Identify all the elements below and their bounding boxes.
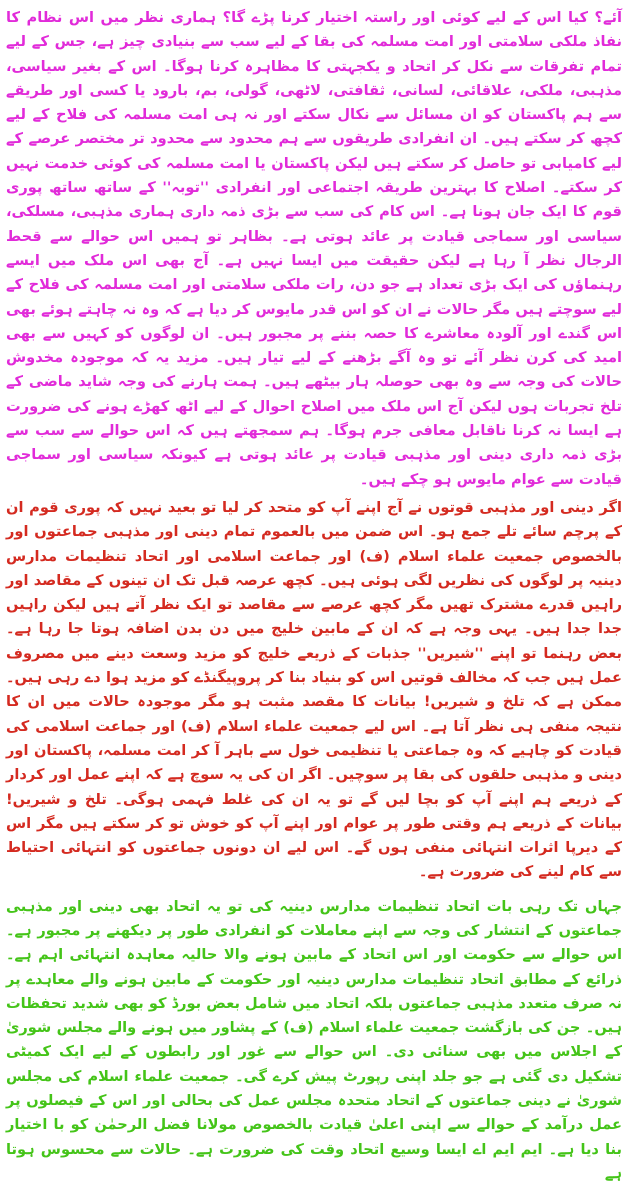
- paragraph-2: اگر دینی اور مذہبی قوتوں نے آج اپنے آپ کو متحد کر لیا تو بعید نہیں کہ پوری قوم ان کے پرچم سائے تلے جمع ہو۔ اس ضمن میں بالعموم تمام دینی اور مذہبی جماعتوں اور بالخصوص جمعیت علماء اسلام (ف) اور جماعت اسلامی اور اتحاد تنظیمات مدارس دینیہ پر لوگوں کی نظریں لگی ہوئی ہیں۔ کچھ عرصہ قبل تک ان تینوں کے مقاصد اور راہیں قدرے مشترک تھیں مگر کچھ عرصے سے مقاصد تو ایک نظر آتے ہیں لیکن راہیں جدا جدا ہیں۔ یہی وجہ ہے کہ ان کے مابین خلیج میں دن بدن اضافہ ہوتا جا رہا ہے۔ بعض رہنما تو اپنے ''شیریں'' جذبات کے ذریعے خلیج کو مزید وسعت دینے میں مصروف عمل ہیں جب کہ مخالف قوتیں اس کو بنیاد بنا کر پروپیگنڈے کو مزید ہوا دے رہی ہیں۔ ممکن ہے کہ تلخ و شیریں! بیانات کا مقصد مثبت ہو مگر موجودہ حالات میں ان کا نتیجہ منفی ہی نظر آتا ہے۔ اس لیے جمعیت علماء اسلام (ف) اور جماعت اسلامی کی قیادت کو چاہیے کہ وہ جماعتی یا تنظیمی خول سے باہر آ کر امت مسلمہ، پاکستان اور دینی و مذہبی حلقوں کی بقا پر سوچیں۔ اگر ان کی یہ سوچ ہے کہ اپنے عمل اور کردار کے ذریعے ہم اپنے آپ کو بچا لیں گے تو یہ ان کی غلط فہمی ہوگی۔ تلخ و شیریں! بیانات کے ذریعے ہم وقتی طور پر عوام اور اپنے آپ کو خوش تو کر سکتے ہیں مگر اس کے دیرپا اثرات انتہائی منفی ہوں گے۔ اس لیے ان دونوں جماعتوں کو انتہائی احتیاط سے کام لینے کی ضرورت ہے۔: [6, 498, 622, 881]
- paragraph-1: آئے؟ کیا اس کے لیے کوئی اور راستہ اختیار کرنا پڑے گا؟ ہماری نظر میں اس نظام کا نفاذ ملکی سلامتی اور امت مسلمہ کی بقا کے لیے سب سے بنیادی چیز ہے، جس کے لیے تمام تفرقات سے نکل کر اتحاد و یکجہتی کا مظاہرہ کرنا ہوگا۔ اس کے بغیر سیاسی، مذہبی، ملکی، علاقائی، لسانی، ثقافتی، لاٹھی، گولی، بم، بارود یا کسی اور طریقے سے ہم پاکستان کو ان مسائل سے نکال سکتے اور نہ ہی امت مسلمہ کی فلاح کے لیے کچھ کر سکتے ہیں۔ ان انفرادی طریقوں سے ہم محدود سے محدود تر مختصر عرصے کے لیے کامیابی تو حاصل کر سکتے ہیں لیکن پاکستان یا امت مسلمہ کی کوئی خدمت نہیں کر سکتے۔ اصلاح کا بہترین طریقہ اجتماعی اور انفرادی ''توبہ'' کے ساتھ ساتھ پوری قوم کا ایک جان ہونا ہے۔ اس کام کی سب سے بڑی ذمہ داری ہماری مذہبی، مسلکی، سیاسی اور سماجی قیادت پر عائد ہوتی ہے۔ بظاہر تو ہمیں اس حوالے سے قحط الرجال نظر آ رہا ہے لیکن حقیقت میں ایسا نہیں ہے۔ آج بھی اس ملک میں ایسے رہنماؤں کی ایک بڑی تعداد ہے جو دن، رات ملکی سلامتی اور امت مسلمہ کی فلاح کے لیے سوچتے ہیں مگر حالات نے ان کو اس قدر مایوس کر دیا ہے کہ وہ نہ چاہتے ہوئے بھی اس گندے اور آلودہ معاشرے کا حصہ بننے پر مجبور ہیں۔ ان لوگوں کو کہیں سے بھی امید کی کرن نظر آئے تو وہ آگے بڑھنے کے لیے تیار ہیں۔ مزید یہ کہ موجودہ مخدوش حالات کی وجہ سے وہ بھی حوصلہ ہار بیٹھے ہیں۔ ہمت ہارنے کی وجہ شاید ماضی کے تلخ تجربات ہوں لیکن آج اس ملک میں اصلاح احوال کے لیے اٹھ کھڑے ہونے کی ضرورت ہے ایسا نہ کرنا ناقابل معافی جرم ہوگا۔ ہم سمجھتے ہیں کہ اس حوالے سے سب سے بڑی ذمہ داری دینی اور مذہبی قیادت پر عائد ہوتی ہے کیونکہ سیاسی اور سماجی قیادت سے عوام مایوس ہو چکے ہیں۔: [6, 9, 622, 488]
- paragraph-3: جہاں تک رہی بات اتحاد تنظیمات مدارس دینیہ کی تو یہ اتحاد بھی دینی اور مذہبی جماعتوں کے انتشار کی وجہ سے اپنے معاملات کو انفرادی طور پر دیکھنے پر مجبور ہے۔ اس حوالے سے حکومت اور اس اتحاد کے مابین ہونے والا حالیہ معاہدہ انتہائی اہم ہے۔ ذرائع کے مطابق اتحاد تنظیمات مدارس دینیہ اور حکومت کے مابین ہونے والے معاہدے پر نہ صرف متعدد مذہبی جماعتوں بلکہ اتحاد میں شامل بعض بورڈ کو بھی شدید تحفظات ہیں۔ جن کی بازگشت جمعیت علماء اسلام (ف) کے پشاور میں ہونے والے مجلس شوریٰ کے اجلاس میں بھی سنائی دی۔ اس حوالے سے غور اور رابطوں کے لیے ایک کمیٹی تشکیل دی گئی ہے جو جلد اپنی رپورٹ پیش کرے گی۔ جمعیت علماء اسلام کی مجلس شوریٰ نے دینی جماعتوں کے اتحاد متحدہ مجلس عمل کی بحالی اور اس کے فیصلوں پر عمل درآمد کے حوالے سے اپنی اعلیٰ قیادت بالخصوص مولانا فضل الرحمٰن کو با اختیار بنا دیا ہے۔ ایم ایم اے ایسا وسیع اتحاد وقت کی ضرورت ہے۔ حالات سے محسوس ہوتا ہے: [6, 897, 622, 1182]
